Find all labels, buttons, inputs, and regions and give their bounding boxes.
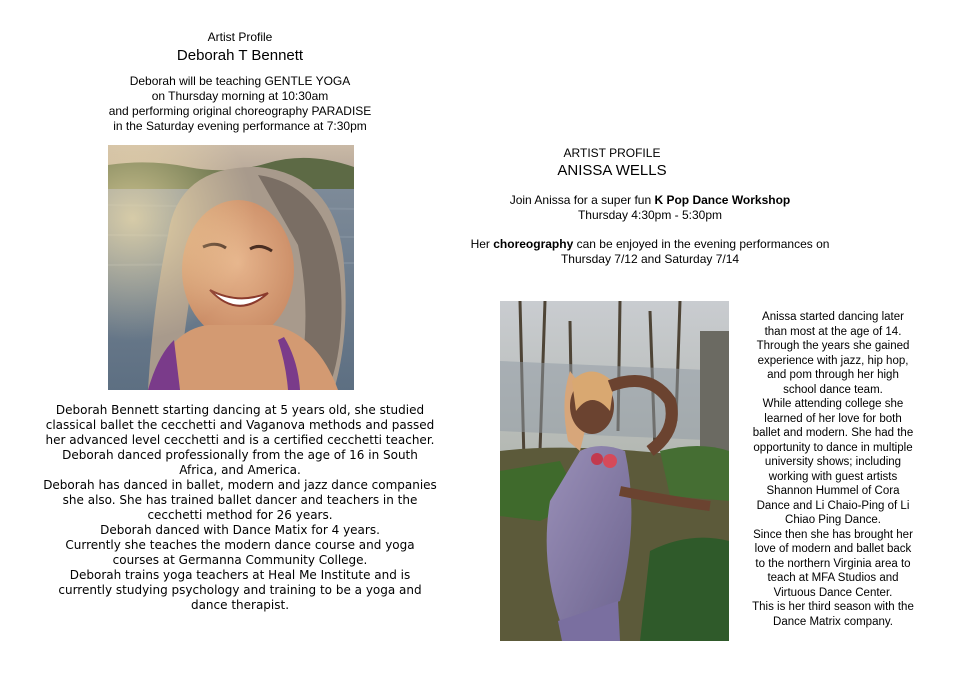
deborah-portrait-photo bbox=[108, 145, 354, 390]
right-bio-line: than most at the age of 14. bbox=[764, 325, 902, 338]
left-bio-line: Deborah danced professionally from the age of 16 in South bbox=[62, 448, 418, 462]
left-bio-line: her advanced level cecchetti and is a certified cecchetti teacher. bbox=[45, 433, 435, 447]
right-bio-line: Anissa started dancing later bbox=[762, 311, 904, 323]
workshop-time: Thursday 4:30pm - 5:30pm bbox=[577, 208, 723, 222]
right-bio-line: Dance and Li Chaio-Ping of Li bbox=[756, 499, 910, 512]
left-bio-line: Deborah trains yoga teachers at Heal Me Institute and is bbox=[69, 568, 411, 582]
right-bio-line: Since then she has brought her bbox=[753, 528, 913, 541]
right-bio-line: Chiao Ping Dance. bbox=[785, 514, 881, 526]
left-bio-line: Deborah has danced in ballet, modern and jazz dance companies bbox=[43, 478, 437, 492]
workshop-line bbox=[440, 193, 860, 208]
left-bio-line: Africa, and America. bbox=[179, 463, 301, 477]
right-bio-line: experience with jazz, hip hop, bbox=[757, 354, 909, 367]
right-bio-line: university shows; including bbox=[764, 456, 902, 468]
left-bio-line: dance therapist. bbox=[190, 598, 290, 612]
left-profile-header bbox=[0, 30, 480, 66]
left-bio-line: Deborah danced with Dance Matix for 4 years. bbox=[100, 523, 380, 537]
right-artist-name: ANISSA WELLS bbox=[557, 162, 667, 179]
performance-suffix: can be enjoyed in the evening performances on bbox=[573, 237, 830, 251]
right-bio-line: school dance team. bbox=[783, 383, 883, 396]
right-bio-line: learned of her love for both bbox=[764, 412, 902, 425]
right-bio-line: Shannon Hummel of Cora bbox=[766, 485, 900, 497]
left-intro bbox=[0, 74, 480, 134]
workshop-title: K Pop Dance Workshop bbox=[654, 193, 791, 207]
right-bio-line: working with guest artists bbox=[768, 470, 898, 483]
left-bio-line: Deborah Bennett starting dancing at 5 years old, she studied bbox=[55, 403, 425, 417]
right-bio-line: Virtuous Dance Center. bbox=[773, 586, 893, 599]
right-workshop-info bbox=[440, 193, 860, 223]
left-bio-line: courses at Germanna Community College. bbox=[112, 553, 368, 567]
anissa-dance-photo bbox=[500, 301, 729, 641]
right-profile-label: ARTIST PROFILE bbox=[563, 146, 661, 160]
left-profile-label: Artist Profile bbox=[207, 30, 273, 44]
performance-line bbox=[440, 237, 860, 252]
left-artist-name: Deborah T Bennett bbox=[176, 47, 304, 64]
workshop-prefix: Join Anissa for a super fun bbox=[509, 193, 655, 207]
performance-dates: Thursday 7/12 and Saturday 7/14 bbox=[560, 252, 740, 266]
right-bio-line: This is her third season with the bbox=[752, 601, 914, 613]
left-intro-line: Deborah will be teaching GENTLE YOGA bbox=[129, 74, 351, 88]
left-bio-line: she also. She has trained ballet dancer and teachers in the bbox=[62, 493, 418, 507]
left-bio-line: currently studying psychology and training to be a yoga and bbox=[58, 583, 422, 597]
performance-prefix: Her bbox=[470, 237, 494, 251]
performance-bold: choreography bbox=[493, 237, 574, 251]
left-bio bbox=[5, 403, 475, 613]
right-bio-line: to the northern Virginia area to bbox=[755, 557, 911, 570]
left-bio-line: classical ballet the cecchetti and Vaganova methods and passed bbox=[45, 418, 435, 432]
right-performance-info bbox=[440, 237, 860, 267]
left-intro-line: and performing original choreography PARADISE bbox=[108, 104, 372, 118]
right-bio-line: love of modern and ballet back bbox=[754, 543, 912, 555]
right-bio-line: and pom through her high bbox=[767, 369, 899, 381]
right-bio-line: Dance Matrix company. bbox=[773, 615, 893, 628]
left-bio-line: cecchetti method for 26 years. bbox=[147, 508, 333, 522]
left-intro-line: in the Saturday evening performance at 7:30pm bbox=[113, 119, 367, 133]
left-intro-line: on Thursday morning at 10:30am bbox=[151, 89, 329, 103]
left-bio-line: Currently she teaches the modern dance course and yoga bbox=[65, 538, 415, 552]
right-bio-line: While attending college she bbox=[762, 398, 904, 410]
right-bio bbox=[748, 310, 918, 629]
right-bio-line: opportunity to dance in multiple bbox=[753, 441, 913, 454]
right-profile-header bbox=[462, 146, 762, 180]
right-bio-line: ballet and modern. She had the bbox=[752, 427, 914, 439]
right-bio-line: Through the years she gained bbox=[756, 340, 910, 352]
right-bio-line: teach at MFA Studios and bbox=[767, 572, 899, 584]
